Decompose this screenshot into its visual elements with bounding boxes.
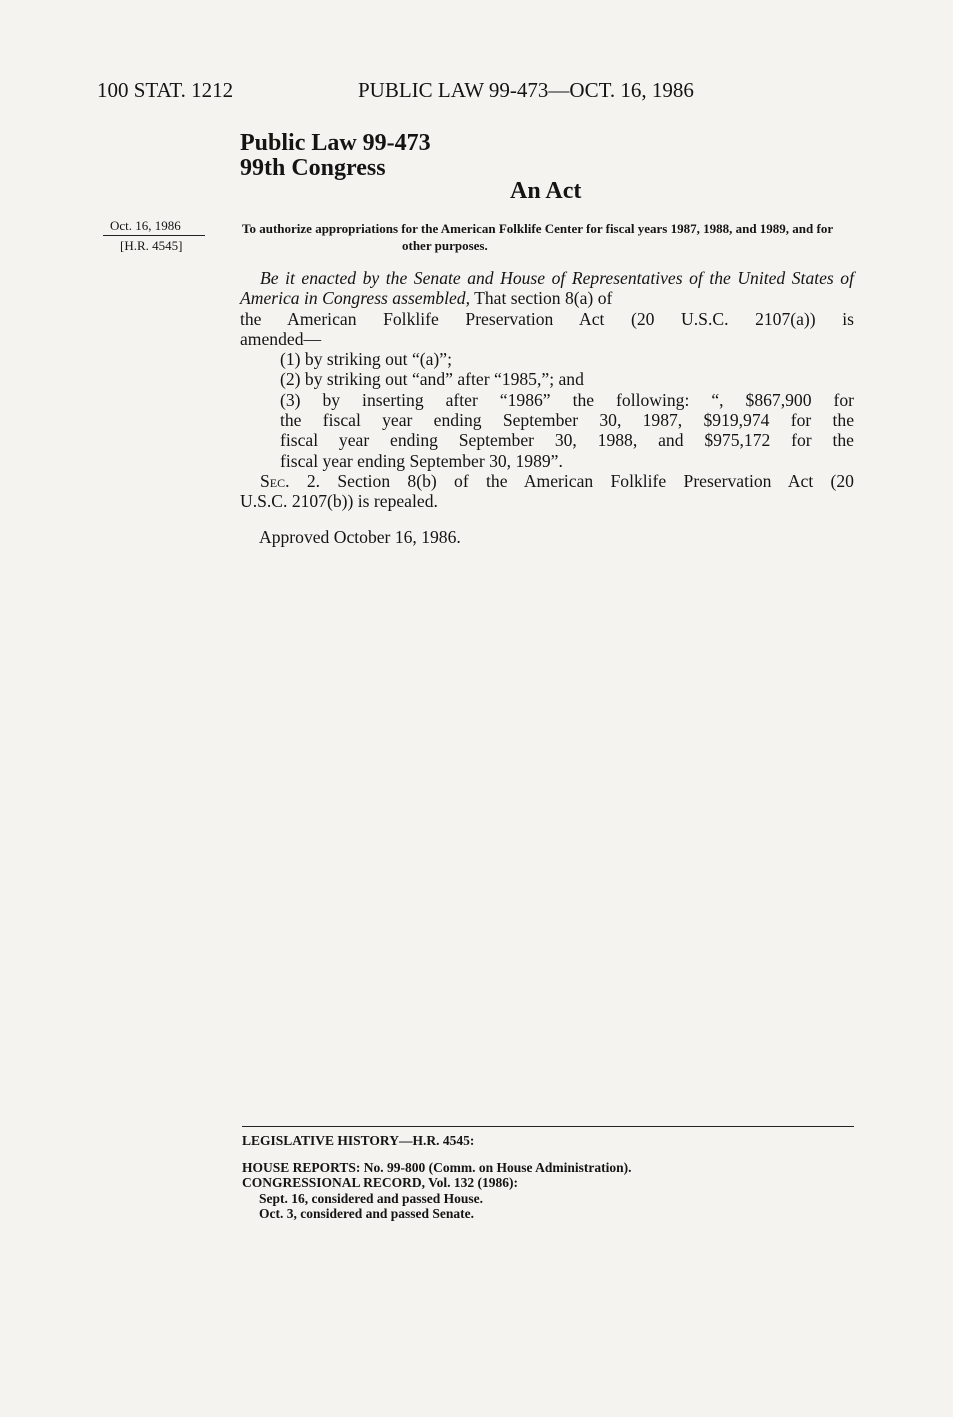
legislative-history-divider (242, 1126, 854, 1127)
amendment-item-3-line: (3) by inserting after “1986” the following: “, $867,900 for (280, 389, 854, 410)
approval-date: Approved October 16, 1986. (259, 527, 461, 547)
record-action: Oct. 3, considered and passed Senate. (259, 1206, 475, 1221)
amendment-item-3-line: fiscal year ending September 30, 1989”. (280, 450, 563, 471)
amendment-item: (1) by striking out “(a)”; (280, 349, 452, 370)
enacting-tail: That section 8(a) of (474, 288, 613, 309)
enacting-clause (240, 268, 854, 309)
act-body (240, 268, 854, 512)
act-description-text: To authorize appropriations for the American Folklife Center for fiscal years 1987, 1988, and 1989, and for other purposes. (242, 221, 833, 253)
congress-number: 99th Congress (240, 155, 386, 181)
section-2-text: Section 8(b) of the American Folklife Preservation Act (20 (337, 470, 854, 491)
act-description (242, 220, 854, 254)
amendment-item-3-line: fiscal year ending September 30, 1988, and $975,172 for the (280, 430, 854, 451)
enacting-line: amended— (240, 328, 322, 349)
margin-bill-number: [H.R. 4545] (120, 238, 183, 253)
law-number: Public Law 99-473 (240, 130, 431, 156)
amendment-item: (2) by striking out “and” after “1985,”; and (280, 369, 584, 390)
margin-date: Oct. 16, 1986 (110, 218, 181, 233)
act-heading: An Act (510, 178, 582, 204)
record-action: Sept. 16, considered and passed House. (259, 1191, 484, 1206)
house-reports: HOUSE REPORTS: No. 99-800 (Comm. on House Administration). (242, 1160, 632, 1175)
section-2 (240, 471, 854, 491)
congressional-record: CONGRESSIONAL RECORD, Vol. 132 (1986): (242, 1175, 519, 1190)
section-2-line: U.S.C. 2107(b)) is repealed. (240, 491, 438, 512)
legislative-history-heading: LEGISLATIVE HISTORY—H.R. 4545: (242, 1133, 475, 1148)
enacting-line: the American Folklife Preservation Act (20 U.S.C. 2107(a)) is (240, 308, 854, 329)
amendment-item-3-line: the fiscal year ending September 30, 1987, $919,974 for the (280, 410, 854, 431)
running-title: PUBLIC LAW 99-473—OCT. 16, 1986 (358, 78, 694, 102)
enacting-formula: Be it enacted by the Senate and House of Representatives of the United States of America in Congress assembled, (240, 268, 854, 309)
section-2-label: Sec. 2. (260, 470, 321, 491)
margin-divider (103, 235, 205, 236)
stat-citation: 100 STAT. 1212 (97, 78, 234, 102)
